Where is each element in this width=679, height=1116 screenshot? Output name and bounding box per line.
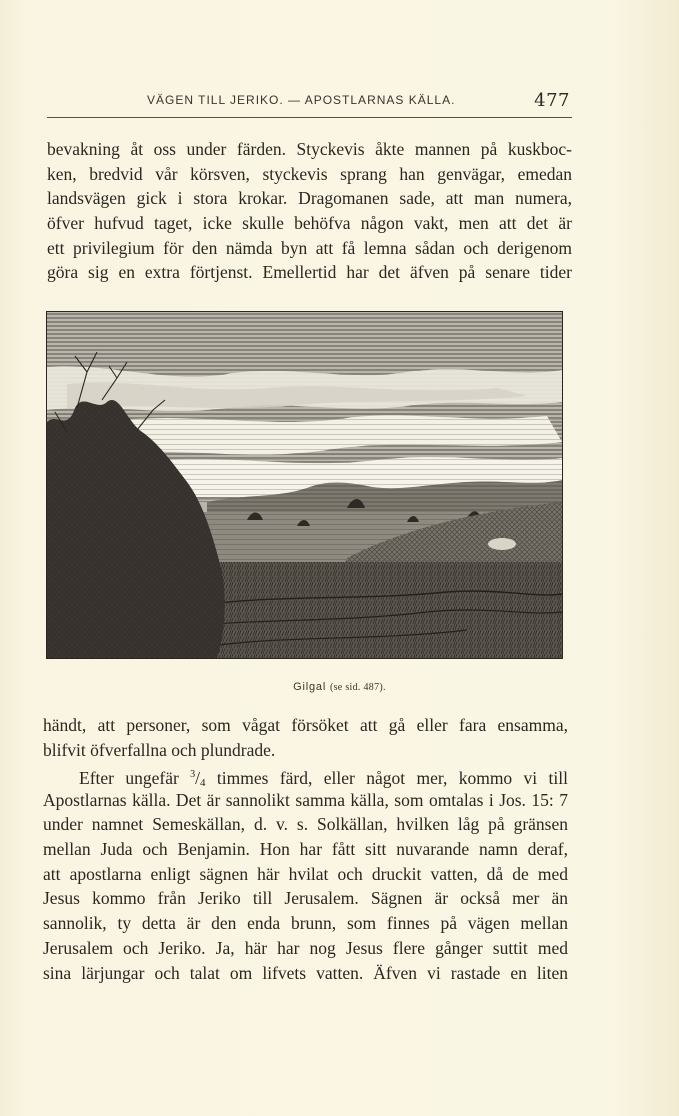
header-rule xyxy=(47,117,572,118)
text-line: under namnet Semeskällan, d. v. s. Solkällan, hvilken låg på gränsen xyxy=(43,814,568,835)
text-line: händt, att personer, som vågat försöket att gå eller fara ensamma, xyxy=(43,715,568,735)
text-line: mellan Juda och Benjamin. Hon har fått sitt nuvarande namn deraf, xyxy=(43,839,568,860)
text-fragment: timmes färd, eller något mer, kommo vi till xyxy=(216,768,568,788)
paragraph-1 xyxy=(47,137,572,285)
text-fragment: Efter ungefär xyxy=(79,768,179,788)
paragraph-2 xyxy=(43,713,568,762)
paragraph-3 xyxy=(43,763,568,985)
text-line: bevakning åt oss under färden. Styckevis åkte mannen på kuskboc- xyxy=(47,139,572,159)
text-line-first: Efter ungefär $^3$/4 timmes färd, eller något mer, kommo vi till xyxy=(79,768,568,789)
text-line: landsvägen gick i stora krokar. Dragomanen sade, att man numera, xyxy=(47,188,572,209)
text-line: sannolik, ty detta är den enda brunn, som finnes på vägen mellan xyxy=(43,913,568,934)
text-line: Jerusalem och Jeriko. Ja, här har nog Jesus flere gånger suttit med xyxy=(43,937,568,958)
text-line: öfver hufvud taget, icke skulle behöfva någon vakt, men att det är xyxy=(47,213,572,234)
page-number: 477 xyxy=(534,90,570,111)
fraction-denominator: 4 xyxy=(200,777,206,789)
text-line: att apostlarna enligt sägnen här hvilat och druckit vatten, då de med xyxy=(43,863,568,884)
page-header xyxy=(47,90,572,117)
text-line: ken, bredvid vår körsven, styckevis sprang han genvägar, emedan xyxy=(47,163,572,184)
text-line: Apostlarnas källa. Det är sannolikt samma källa, som omtalas i Jos. 15: 7 xyxy=(43,789,568,810)
caption-page-ref: (se sid. 487). xyxy=(329,682,386,693)
engraving-illustration xyxy=(46,311,563,659)
landscape-engraving xyxy=(47,312,562,658)
text-line: ett privilegium för den nämda byn att få lemna sådan och derigenom xyxy=(47,237,572,258)
text-line: Jesus kommo från Jeriko till Jerusalem. Sägnen är också mer än xyxy=(43,888,568,909)
running-title: VÄGEN TILL JERIKO. — APOSTLARNAS KÄLLA. xyxy=(147,93,456,107)
text-line: blifvit öfverfallna och plundrade. xyxy=(43,739,276,760)
text-line: göra sig en extra förtjenst. Emellertid har det äfven på senare tider xyxy=(47,262,572,283)
fraction-numerator: 3 xyxy=(190,769,196,780)
caption-title: Gilgal xyxy=(293,681,327,693)
text-line: sina lärjungar och talat om lifvets vatten. Äfven vi rastade en liten xyxy=(43,962,568,983)
figure-caption xyxy=(0,681,679,693)
